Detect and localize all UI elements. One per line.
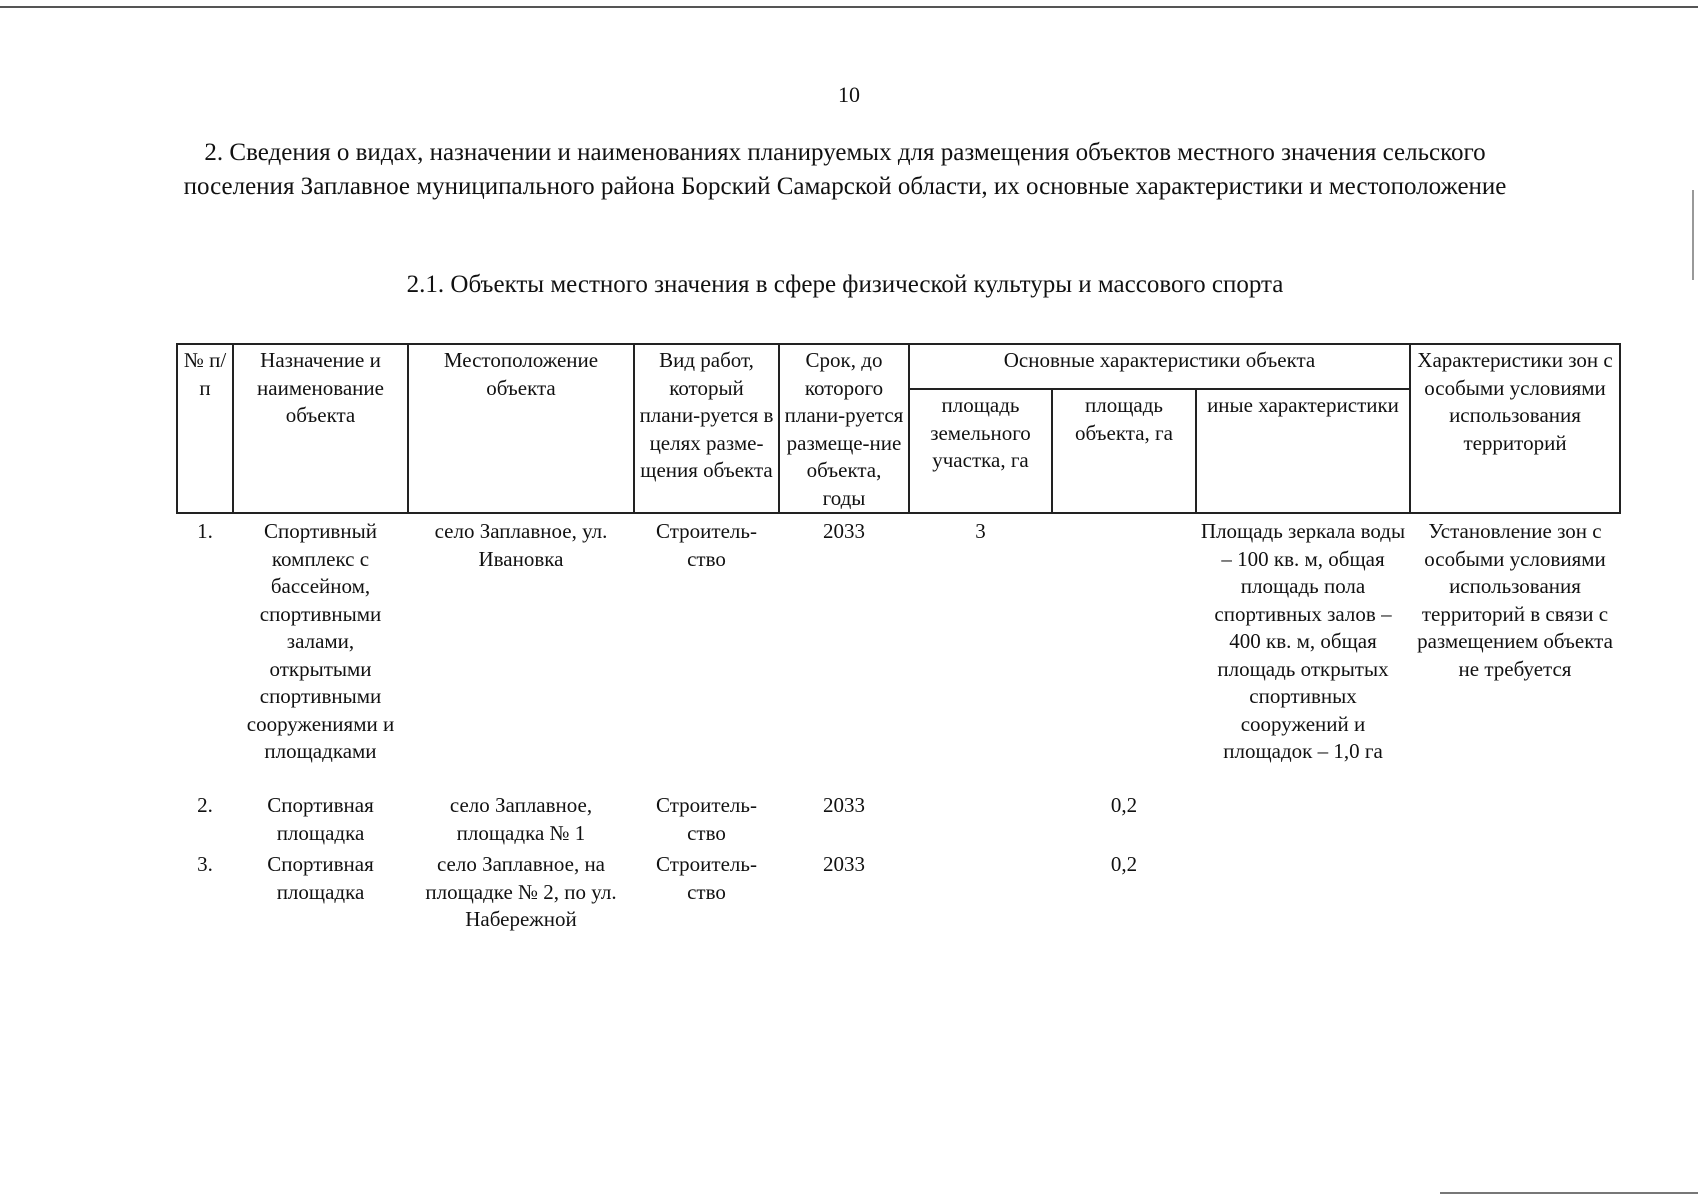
header-object-area: площадь объекта, га xyxy=(1052,389,1196,513)
cell-num: 2. xyxy=(197,793,213,817)
header-land-area: площадь земельного участка, га xyxy=(909,389,1052,513)
table-row xyxy=(177,788,1620,847)
table-row xyxy=(177,513,1620,788)
header-name: Назначение и наименование объекта xyxy=(233,344,408,513)
cell-name: Спортивная площадка xyxy=(267,852,374,904)
header-term: Срок, до которого плани-руется размеще-ние объекта, годы xyxy=(779,344,909,513)
cell-other xyxy=(1196,847,1410,935)
cell-term: 2033 xyxy=(823,852,865,876)
objects-table xyxy=(176,343,1621,935)
header-work-type: Вид работ, который плани-руется в целях разме-щения объекта xyxy=(634,344,779,513)
cell-work-type: Строитель-ство xyxy=(656,793,757,845)
cell-location: село Заплавное, ул. Ивановка xyxy=(434,519,608,571)
scan-border-top xyxy=(0,6,1698,8)
cell-location: село Заплавное, на площадке № 2, по ул. Набережной xyxy=(425,852,617,931)
cell-zones xyxy=(1410,788,1620,847)
cell-land-area xyxy=(909,847,1052,935)
cell-location: село Заплавное, площадка № 1 xyxy=(449,793,593,845)
cell-land-area: 3 xyxy=(975,519,986,543)
cell-work-type: Строитель-ство xyxy=(656,852,757,904)
subsection-title: 2.1. Объекты местного значения в сфере физической культуры и массового спорта xyxy=(406,271,1284,298)
table-row xyxy=(177,847,1620,935)
table-header xyxy=(177,344,1620,513)
header-other-characteristics: иные характеристики xyxy=(1196,389,1410,513)
cell-zones xyxy=(1410,847,1620,935)
cell-object-area xyxy=(1052,513,1196,788)
scan-border-bottom xyxy=(1440,1192,1698,1194)
cell-name: Спортивная площадка xyxy=(267,793,374,845)
header-location: Местоположение объекта xyxy=(408,344,634,513)
cell-term: 2033 xyxy=(823,793,865,817)
cell-num: 1. xyxy=(197,519,213,543)
cell-num: 3. xyxy=(197,852,213,876)
cell-name: Спортивный комплекс с бассейном, спортивными залами, открытыми спортивными сооружениями и площадками xyxy=(246,519,395,763)
scan-edge-mark xyxy=(1692,190,1694,280)
cell-work-type: Строитель-ство xyxy=(656,519,757,571)
cell-object-area: 0,2 xyxy=(1110,852,1138,876)
cell-zones: Установление зон с особыми условиями использования территорий в связи с размещением объекта не требуется xyxy=(1417,519,1613,681)
page-number: 10 xyxy=(838,82,860,107)
cell-land-area xyxy=(909,788,1052,847)
cell-object-area: 0,2 xyxy=(1110,793,1138,817)
header-main-characteristics: Основные характеристики объекта xyxy=(909,344,1410,389)
cell-other xyxy=(1196,788,1410,847)
cell-other: Площадь зеркала воды – 100 кв. м, общая площадь пола спортивных залов – 400 кв. м, общая площадь открытых спортивных сооружений и площадок – 1,0 га xyxy=(1200,519,1406,763)
header-num: № п/п xyxy=(177,344,233,513)
header-zones: Характеристики зон с особыми условиями использования территорий xyxy=(1410,344,1620,513)
section-title: 2. Сведения о видах, назначении и наименованиях планируемых для размещения объектов местного значения сельского поселения Заплавное муниципального района Борский Самарской области, их основные характеристики и местоположение xyxy=(183,139,1507,200)
cell-term: 2033 xyxy=(823,519,865,543)
